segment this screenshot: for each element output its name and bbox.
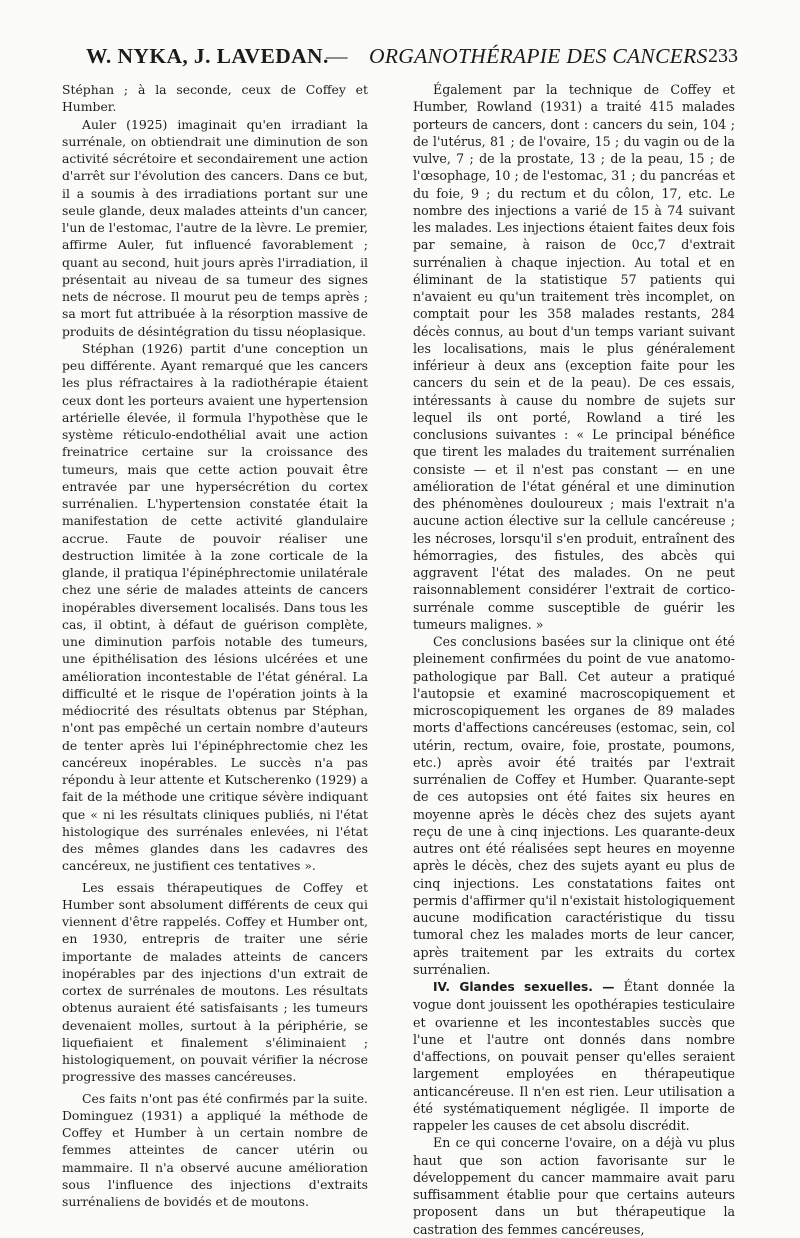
header-authors: W. NYKA, J. LAVEDAN.: [86, 44, 329, 68]
paragraph: Auler (1925) imaginait qu'en irradiant la surrénale, on obtiendrait une diminution de son activité sécrétoire et secondairement une action d'arrêt sur l'évolution des cancers. Dans ce but, il a soumis à des irradiations portant sur une seule glande, deux malades atteints d'un cancer, l'un de l'estomac, l'autre de la lèvre. Le premier, affirme Auler, fut influencé favorablement ; quant au second, huit jours après l'irradiation, il présentait au niveau de sa tumeur des signes nets de nécrose. Il mourut peu de temps après ; sa mort fut attribuée à la résorption massive de produits de désintégration du tissu néoplasique.: [62, 116, 368, 339]
paragraph: Ces faits n'ont pas été confirmés par la suite. Dominguez (1931) a appliqué la méthode de Coffey et Humber à un certain nombre de femmes atteintes de cancer utérin ou mammaire. Il n'a observé aucune amélioration sous l'influence des injections d'extraits surrénaliens de bovidés et de moutons.: [62, 1090, 368, 1209]
paragraph: Ces conclusions basées sur la clinique ont été pleinement confirmées du point de vue anatomo-pathologique par Ball. Cet auteur a pratiqué l'autopsie et examiné macroscopiquement et microscopiquement les organes de 89 malades morts d'affections cancéreuses (estomac, sein, col utérin, rectum, ovaire, foie, prostate, poumons, etc.) après avoir été traités par l'extrait surrénalien de Coffey et Humber. Quarante-sept de ces autopsies ont été faites six heures en moyenne après le décès chez des sujets ayant reçu de une à cinq injections. Les quarante-deux autres ont été réalisées sept heures en moyenne après le décès, chez des sujets ayant eu plus de cinq injections. Les constatations faites ont permis d'affirmer qu'il n'existait histologiquement aucune modification caractéristique du tissu tumoral chez les malades morts de leur cancer, après traitement par les extraits du cortex surrénalien.: [413, 634, 735, 977]
header-title: ORGANOTHÉRAPIE DES CANCERS: [369, 44, 708, 68]
paragraph: Stéphan (1926) partit d'une conception un peu différente. Ayant remarqué que les cancers les plus réfractaires à la radiothérapie étaient ceux dont les porteurs avaient une hypertension artérielle élevée, il formula l'hypothèse que le système réticulo-endothélial avait une action freinatrice certaine sur la croissance des tumeurs, mais que cette action pouvait être entravée par une hypersécrétion du cortex surrénalien. L'hypertension constatée était la manifestation de cette activité glandulaire accrue. Faute de pouvoir réaliser une destruction limitée à la zone corticale de la glande, il pratiqua l'épinéphrectomie unilatérale chez une série de malades atteints de cancers inopérables diversement localisés. Dans tous les cas, il obtint, à défaut de guérison complète, une diminution parfois notable des tumeurs, une épithélisation des lésions ulcérées et une amélioration incontestable de l'état général. La difficulté et le risque de l'opération joints à la médiocrité des résultats obtenus par Stéphan, n'ont pas empêché un certain nombre d'auteurs de tenter après lui l'épinéphrectomie chez les cancéreux inopérables. Le succès n'a pas répondu à leur attente et Kutscherenko (1929) a fait de la méthode une critique sévère indiquant que « ni les résultats cliniques publiés, ni l'état histologique des surrénales enlevées, ni l'état des mêmes glandes dans les cadavres des cancéreux, ne justifient ces tentatives ».: [62, 340, 368, 874]
header-separator: —: [326, 44, 348, 68]
right-column: [413, 81, 735, 1238]
paragraph: Également par la technique de Coffey et Humber, Rowland (1931) a traité 415 malades porteurs de cancers, dont : cancers du sein, 104 ; de l'utérus, 81 ; de l'ovaire, 15 ; du vagin ou de la vulve, 7 ; de la prostate, 13 ; de la peau, 15 ; de l'œsophage, 10 ; de l'estomac, 31 ; du pancréas et du foie, 9 ; du rectum et du côlon, 17, etc. Le nombre des injections a varié de 15 à 74 suivant les malades. Les injections étaient faites deux fois par semaine, à raison de 0cc,7 d'extrait surrénalien à chaque injection. Au total et en éliminant de la statistique 57 patients qui n'avaient eu qu'un traitement très incomplet, on comptait pour les 358 malades restants, 284 décès connus, au bout d'un temps variant suivant les localisations, mais le plus généralement inférieur à deux ans (exception faite pour les cancers du sein et de la peau). De ces essais, intéressants à cause du nombre de sujets sur lequel ils ont porté, Rowland a tiré les conclusions suivantes : « Le principal bénéfice que tirent les malades du traitement surrénalien consiste — et il n'est pas constant — en une amélioration de l'état général et une diminution des phénomènes douloureux ; mais l'extrait n'a aucune action élective sur la cellule cancéreuse ; les nécroses, lorsqu'il s'en produit, entraînent des hémorragies, des fistules, des abcès qui aggravent l'état des malades. On ne peut raisonnablement considérer l'extrait de cortico-surrénale comme susceptible de guérir les tumeurs malignes. »: [413, 82, 735, 632]
section-text: Étant donnée la vogue dont jouissent les opothérapies testiculaire et ovarienne et les incontestables succès que l'une et l'autre ont donnés dans nombre d'affections, on pouvait penser qu'elles seraient largement employées en thérapeutique anticancéreuse. Il n'en est rien. Leur utilisation a été systématiquement négligée. Il importe de rappeler les causes de cet absolu discrédit.: [413, 979, 735, 1133]
paragraph: Les essais thérapeutiques de Coffey et Humber sont absolument différents de ceux qui viennent d'être rappelés. Coffey et Humber ont, en 1930, entrepris de traiter une série importante de malades atteints de cancers inopérables par des injections d'un extrait de cortex de surrénales de moutons. Les résultats obtenus auraient été satisfaisants ; les tumeurs devenaient molles, surtout à la périphérie, se liquefiaient et finalement s'éliminaient ; histologiquement, on pouvait vérifier la nécrose progressive des masses cancéreuses.: [62, 879, 368, 1085]
paragraph: En ce qui concerne l'ovaire, on a déjà vu plus haut que son action favorisante sur le développement du cancer mammaire avait paru suffisamment établie pour que certains auteurs proposent dans un but thérapeutique la castration des femmes cancéreuses,: [413, 1135, 735, 1237]
left-column: [62, 81, 368, 1210]
page-number: 233: [708, 45, 738, 67]
section-paragraph: [413, 978, 735, 1134]
section-heading: IV. Glandes sexuelles. —: [433, 980, 615, 994]
running-header: [86, 44, 738, 74]
paragraph: Stéphan ; à la seconde, ceux de Coffey et Humber.: [62, 82, 368, 115]
